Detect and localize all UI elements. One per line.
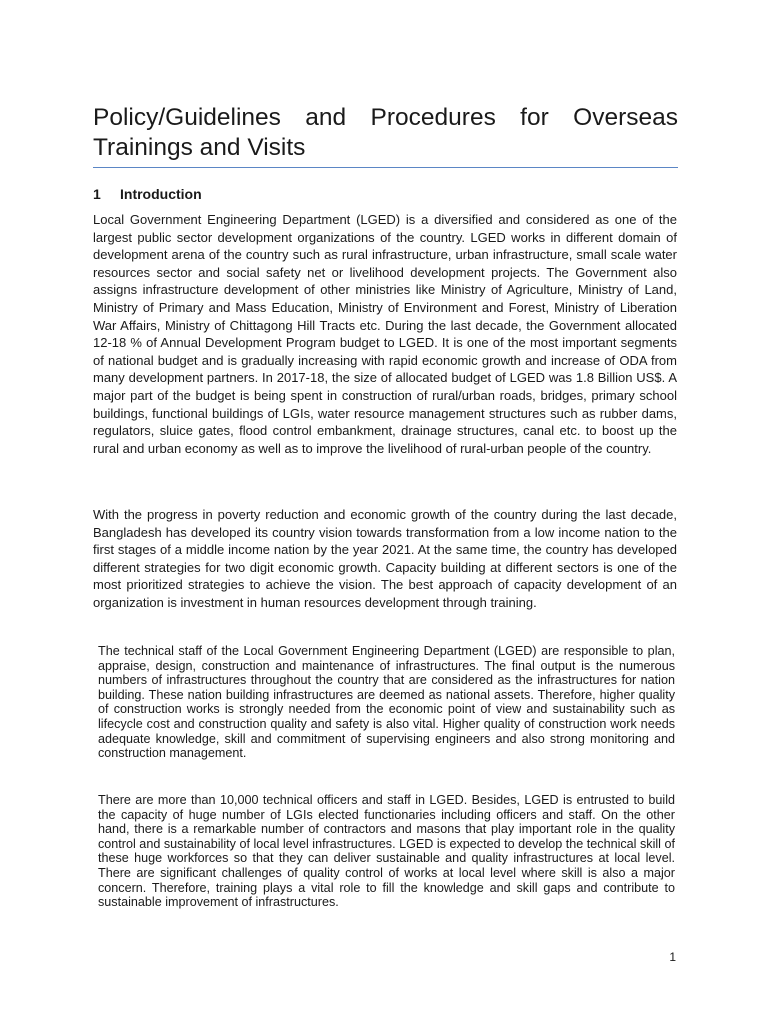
section-number: 1 — [93, 186, 101, 202]
paragraph-4: There are more than 10,000 technical officers and staff in LGED. Besides, LGED is entrusted to build the capacity of huge number of LGIs elected functionaries including officers and staff. On the other hand, there is a remarkable number of contractors and masons that play important role in the quality control and sustainability of local level infrastructures. LGED is expected to develop the technical skill of these huge workforces so that they can deliver sustainable and quality infrastructures at local level. There are significant challenges of quality control of works at local level where skill is also a major concern. Therefore, training plays a vital role to fill the knowledge and skill gaps and contribute to sustainable improvement of infrastructures. — [98, 793, 675, 910]
paragraph-1: Local Government Engineering Department (LGED) is a diversified and considered as one of the largest public sector development organizations of the country. LGED works in different domain of development arena of the country such as rural infrastructure, urban infrastructure, small scale water resources sector and social safety net or livelihood development projects. The Government also assigns infrastructure development of other ministries like Ministry of Agriculture, Ministry of Land, Ministry of Primary and Mass Education, Ministry of Environment and Forest, Ministry of Liberation War Affairs, Ministry of Chittagong Hill Tracts etc. During the last decade, the Government allocated 12-18 % of Annual Development Program budget to LGED. It is one of the most important segments of national budget and is gradually increasing with rapid economic growth and increase of ODA from many development partners. In 2017-18, the size of allocated budget of LGED was 1.8 Billion US$. A major part of the budget is being spent in construction of rural/urban roads, bridges, primary school buildings, functional buildings of LGIs, water resource management structures such as rubber dams, regulators, sluice gates, flood control embankment, drainage structures, canal etc. to boost up the rural and urban economy as well as to improve the livelihood of rural-urban people of the country. — [93, 212, 677, 456]
paragraph-3: The technical staff of the Local Government Engineering Department (LGED) are responsible to plan, appraise, design, construction and maintenance of infrastructures. The final output is the numerous numbers of infrastructures throughout the country that are considered as the infrastructures for nation building. These nation building infrastructures are deemed as national assets. Therefore, higher quality of construction works is strongly needed from the economic point of view and sustainability such as lifecycle cost and construction quality and safety is also vital. Higher quality of construction work needs adequate knowledge, skill and commitment of supervising engineers and also strong monitoring and construction management. — [98, 644, 675, 761]
section-heading — [93, 185, 202, 203]
title-underline — [93, 167, 678, 168]
paragraph-2: With the progress in poverty reduction and economic growth of the country during the last decade, Bangladesh has developed its country vision towards transformation from a low income nation to the first stages of a middle income nation by the year 2021. At the same time, the country has developed different strategies for two digit economic growth. Capacity building at different sectors is one of the most prioritized strategies to achieve the vision. The best approach of capacity development of an organization is investment in human resources development through training. — [93, 507, 677, 610]
section-title: Introduction — [120, 186, 202, 202]
page-number: 1 — [669, 950, 676, 964]
document-title: Policy/Guidelines and Procedures for Overseas Trainings and Visits — [93, 104, 678, 161]
